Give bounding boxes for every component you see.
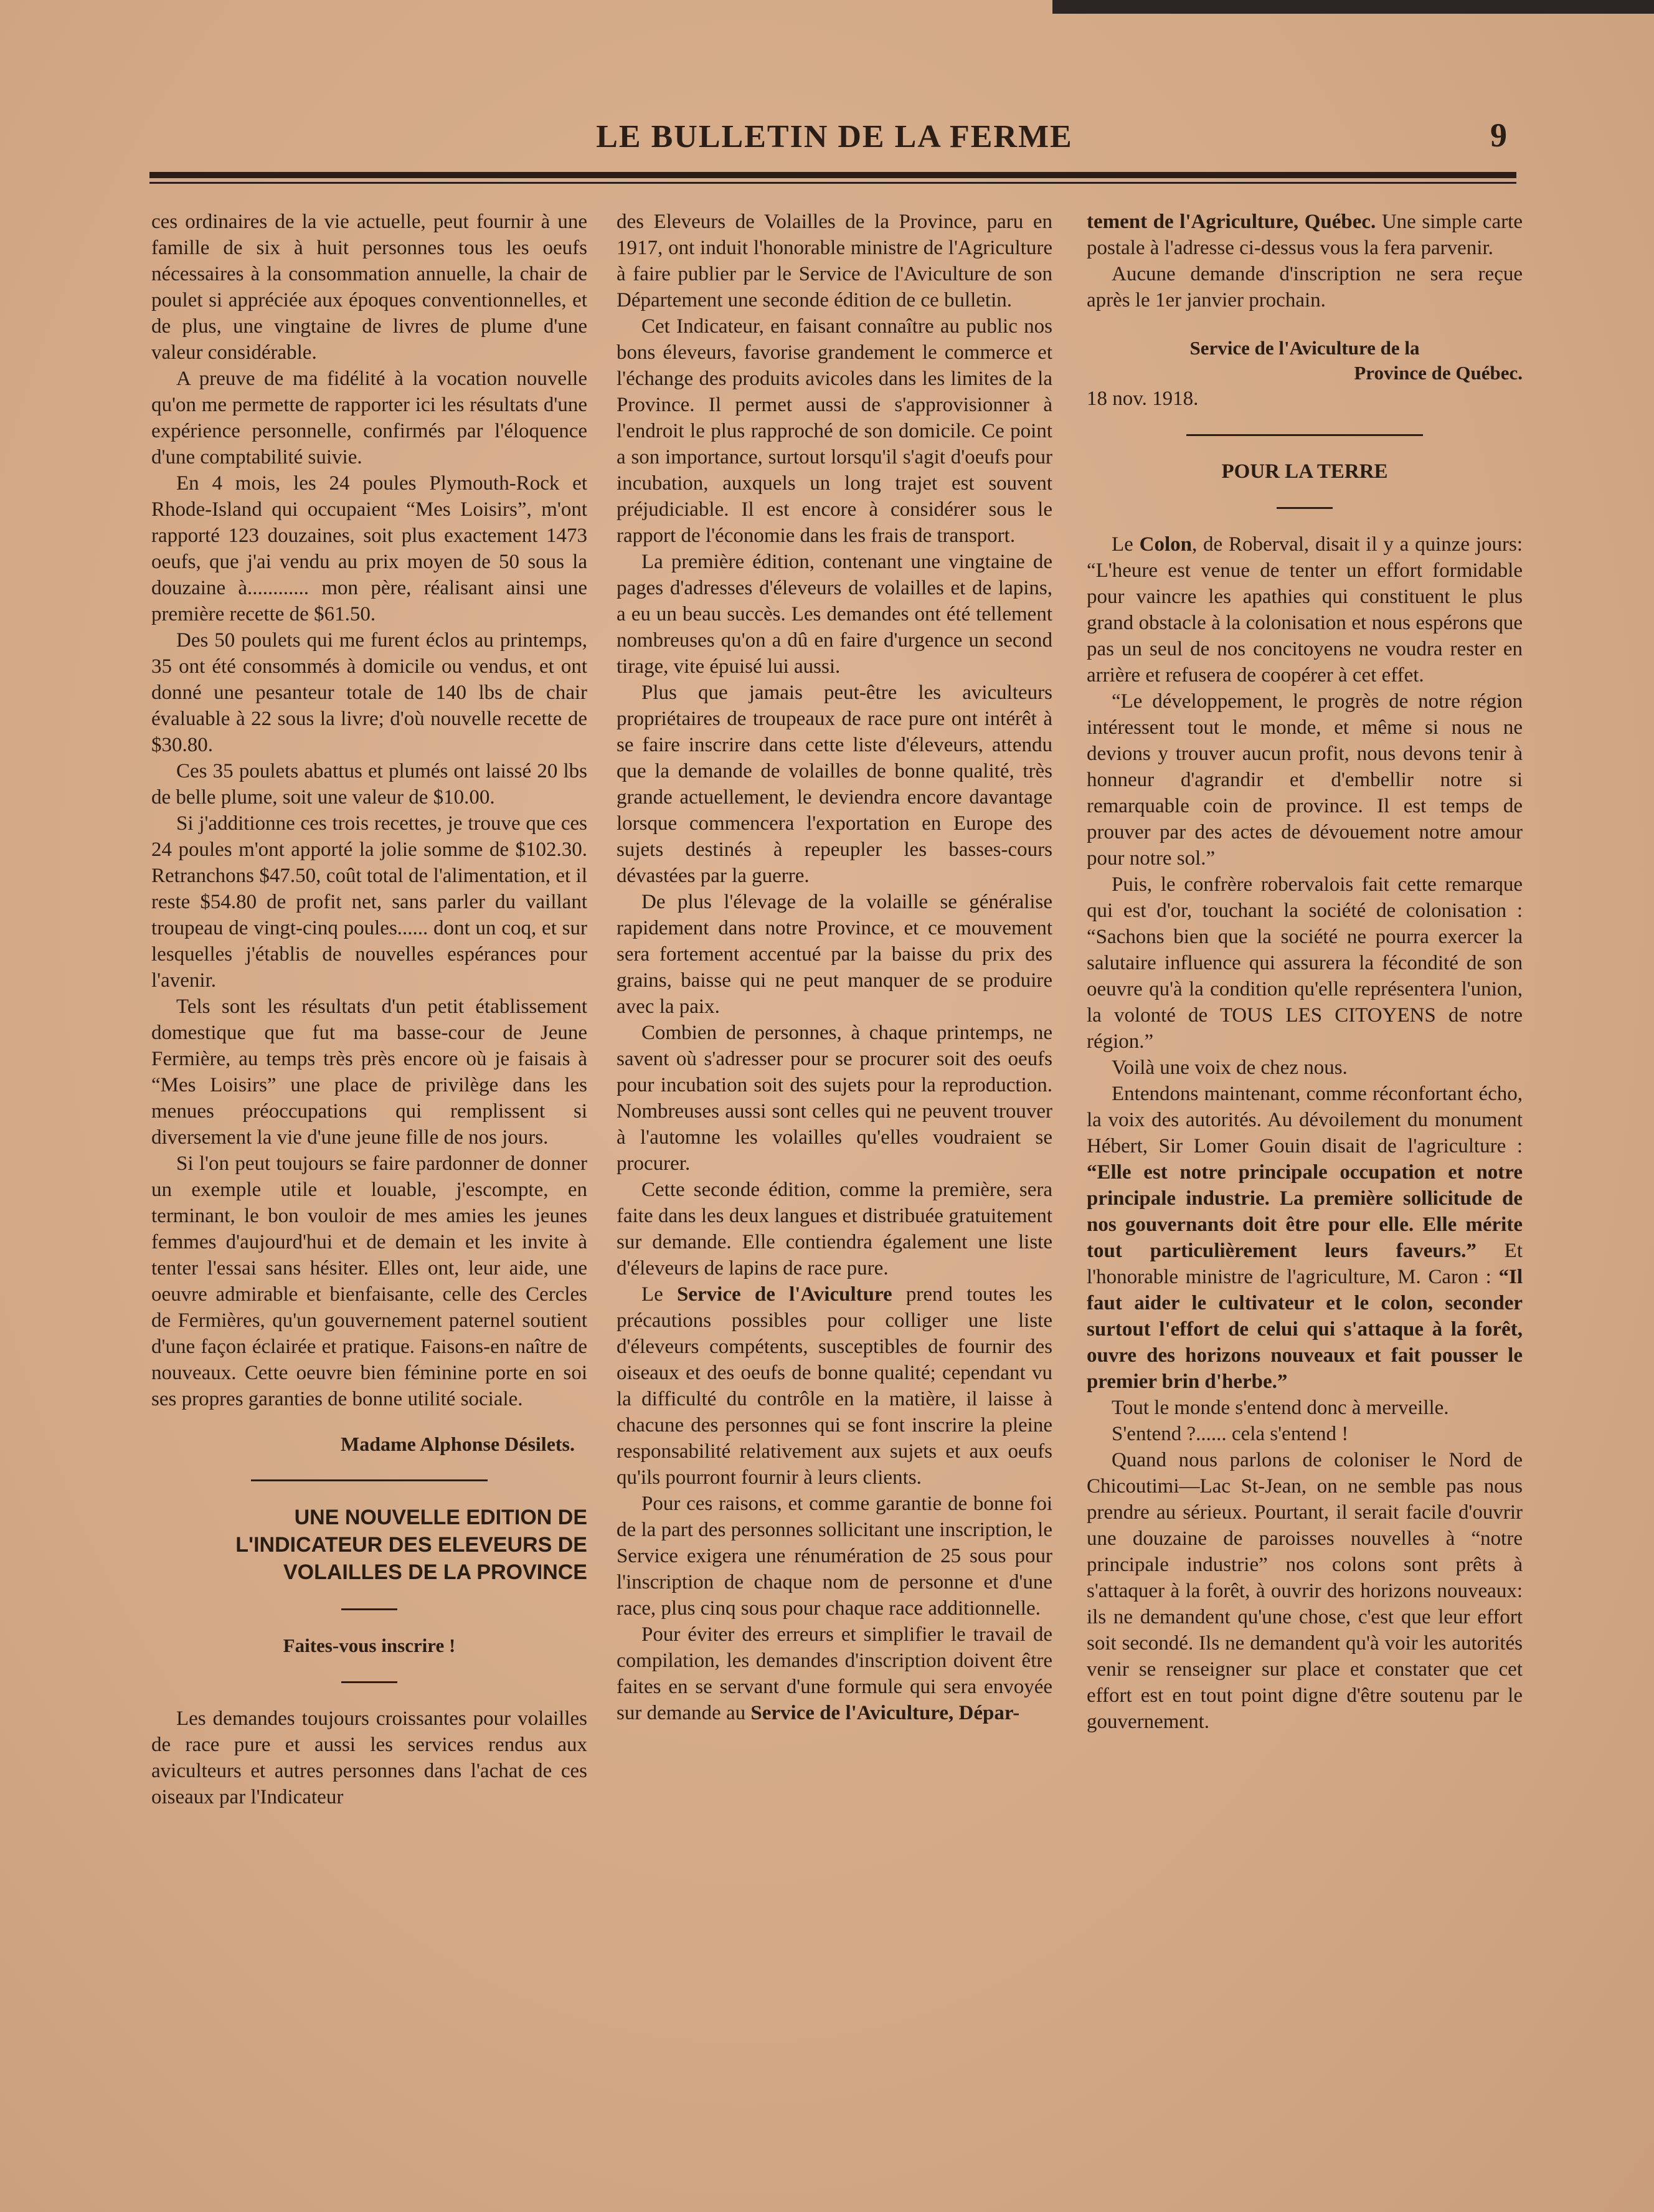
- bold-text: Colon: [1139, 533, 1192, 556]
- signoff-line-2: Province de Québec.: [1354, 362, 1523, 384]
- page-header: [149, 118, 1519, 168]
- paragraph: Des 50 poulets qui me furent éclos au printemps, 35 ont été consommés à domicile ou vendus, et ont donné une pesanteur totale de 140 lbs de chair évaluable à 22 sous la livre; d'où nouvelle recette de $30.80.: [151, 629, 587, 756]
- bold-text: “Il faut aider le cultivateur et le colon, seconder surtout l'effort de celui qui s'attaque à la forêt, ouvre des horizons nouveaux et fait pousser le premier brin d'herbe.”: [1087, 1266, 1523, 1393]
- paragraph: A preuve de ma fidélité à la vocation nouvelle qu'on me permette de rapporter ici les résultats d'une expérience personnelle, confirmés par l'éloquence d'une comptabilité suivie.: [151, 368, 587, 468]
- section-divider: [251, 1479, 488, 1481]
- signoff-line-1: Service de l'Aviculture de la: [1189, 337, 1420, 359]
- paragraph: Tout le monde s'entend donc à merveille.: [1112, 1397, 1449, 1419]
- paragraph: [617, 1281, 1052, 1491]
- scan-edge-bar: [1052, 0, 1654, 14]
- text-run: Le: [1112, 533, 1140, 556]
- paragraph: Cet Indicateur, en faisant connaître au public nos bons éleveurs, favorise grandement le commerce et l'échange des produits avicoles dans les limites de la Province. Il permet aussi de s'approvisionner à l'endroit le plus rapproché de son domicile. Ce point a son importance, surtout lorsqu'il s'agit d'oeufs pour incubation, auxquels un long trajet est souvent préjudiciable. Il est encore à considérer sous le rapport de l'économie dans les frais de transport.: [617, 315, 1052, 547]
- paragraph: [1087, 531, 1523, 688]
- section-divider: [1186, 434, 1423, 436]
- text-run: Une simple carte postale à l'adresse ci-dessus vous la fera parvenir.: [1087, 211, 1523, 259]
- paragraph: S'entend ?...... cela s'entend !: [1112, 1423, 1349, 1445]
- paragraph: Puis, le confrère robervalois fait cette remarque qui est d'or, touchant la société de colonisation : “Sachons bien que la société ne pourra exercer la salutaire influence qui assurera la fécondité de son oeuvre qu'à la condition qu'elle représentera l'union, la volonté de TOUS LES CITOYENS de notre région.”: [1087, 873, 1523, 1053]
- header-rule-thin: [149, 182, 1516, 184]
- masthead: LE BULLETIN DE LA FERME: [596, 119, 1073, 154]
- header-rule-thick: [149, 172, 1516, 178]
- notice-date: 18 nov. 1918.: [1087, 387, 1199, 410]
- page-number: 9: [1490, 116, 1507, 154]
- article-signature: Madame Alphonse Désilets.: [341, 1433, 575, 1455]
- paragraph: “Le développement, le progrès de notre région intéressent tout le monde, et même si nous ne devions y trouver aucun profit, nous devons tenir à honneur d'agrandir et d'embellir notre si remarquable coin de province. Il est temps de prouver par des actes de dévouement notre amour pour notre sol.”: [1087, 690, 1523, 870]
- column-1: [151, 209, 587, 1810]
- bold-text: Service de l'Aviculture: [677, 1283, 892, 1306]
- headline-divider: [1277, 507, 1333, 509]
- paragraph: Pour ces raisons, et comme garantie de bonne foi de la part des personnes sollicitant une inscription, le Service exigera une rénumération de 25 sous pour l'inscription de chaque nom de personne et d'une race, plus cinq sous pour chaque race additionnelle.: [617, 1493, 1052, 1620]
- text-run: Entendons maintenant, comme réconfortant écho, la voix des autorités. Au dévoilement du monument Hébert, Sir Lomer Gouin disait de l'agriculture :: [1087, 1083, 1523, 1157]
- paragraph: En 4 mois, les 24 poules Plymouth-Rock et Rhode-Island qui occupaient “Mes Loisirs”, m'ont rapporté 123 douzaines, soit plus exactement 1473 oeufs, que j'ai vendu au prix moyen de 50 sous la douzaine à............ mon père, réalisant ainsi une première recette de $61.50.: [151, 472, 587, 625]
- paragraph: [1087, 209, 1523, 261]
- paragraph: ces ordinaires de la vie actuelle, peut fournir à une famille de six à huit personnes tous les oeufs nécessaires à la consommation annuelle, la chair de poulet si appréciée aux époques conventionnelles, et de plus, une vingtaine de livres de plume d'une valeur considérable.: [151, 211, 587, 364]
- paragraph: Combien de personnes, à chaque printemps, ne savent où s'adresser pour se procurer soit des oeufs pour incubation soit des sujets pour la reproduction. Nombreuses aussi sont celles qui ne peuvent trouver à l'automne les volailles qu'elles voudraient se procurer.: [617, 1022, 1052, 1175]
- article-headline: POUR LA TERRE: [1221, 460, 1388, 483]
- bold-text: tement de l'Agriculture, Québec.: [1087, 211, 1376, 233]
- paragraph: De plus l'élevage de la volaille se généralise rapidement dans notre Province, et ce mouvement sera fortement accentué par la baisse du prix des grains, baisse qui ne peut manquer de se produire avec la paix.: [617, 891, 1052, 1018]
- paragraph: Ces 35 poulets abattus et plumés ont laissé 20 lbs de belle plume, soit une valeur de $10.00.: [151, 760, 587, 809]
- paragraph: Cette seconde édition, comme la première, sera faite dans les deux langues et distribuée gratuitement sur demande. Elle contiendra également une liste d'éleveurs de lapins de race pure.: [617, 1179, 1052, 1279]
- article-headline: UNE NOUVELLE EDITION DE L'INDICATEUR DES ELEVEURS DE VOLAILLES DE LA PROVINCE: [235, 1506, 587, 1584]
- paragraph: [617, 1621, 1052, 1726]
- paragraph: Si l'on peut toujours se faire pardonner de donner un exemple utile et louable, j'escompte, en terminant, le bon vouloir de mes amies les jeunes femmes d'aujourd'hui et de demain et les invite à tenter l'essai sans hésiter. Elles ont, leur aide, une oeuvre admirable et bienfaisante, celle des Cercles de Fermières, qu'un gouvernement paternel soutient d'une façon éclairée et pratique. Faisons-en naître de nouveaux. Cette oeuvre bien féminine porte en soi ses propres garanties de bonne utilité sociale.: [151, 1152, 587, 1410]
- article-subhead: Faites-vous inscrire !: [283, 1635, 456, 1656]
- headline-divider: [341, 1608, 397, 1610]
- paragraph: Les demandes toujours croissantes pour volailles de race pure et aussi les services rendus aux aviculteurs et autres personnes dans l'achat de ces oiseaux par l'Indicateur: [151, 1707, 587, 1808]
- paragraph: Plus que jamais peut-être les aviculteurs propriétaires de troupeaux de race pure ont intérêt à se faire inscrire dans cette liste d'éleveurs, attendu que la demande de volailles de bonne qualité, très grande actuellement, le deviendra encore davantage lorsque commencera l'exportation en Europe des sujets destinés à repeupler les basses-cours dévastées par la guerre.: [617, 681, 1052, 887]
- text-run: , de Roberval, disait il y a quinze jours: “L'heure est venue de tenter un effort formidable pour vaincre les apathies qui constituent le plus grand obstacle à la colonisation et nous espérons que pas un seul de nos concitoyens ne voudra rester en arrière et refusera de coopérer à cet effet.: [1087, 533, 1523, 686]
- text-run: prend toutes les précautions possibles pour colliger une liste d'éleveurs compétents, susceptibles de fournir des oiseaux et des oeufs de bonne qualité; cependant vu la difficulté du contrôle en la matière, il laisse à chacune des personnes qui se font inscrire la pleine responsabilité relativement aux sujets et aux oeufs qu'ils pourront fournir à leurs clients.: [617, 1283, 1052, 1489]
- paragraph: La première édition, contenant une vingtaine de pages d'adresses d'éleveurs de volailles et de lapins, a eu un beau succès. Les demandes ont été tellement nombreuses qu'on a dû en faire d'urgence un second tirage, vite épuisé lui aussi.: [617, 551, 1052, 678]
- bold-text: Service de l'Aviculture, Dépar-: [750, 1702, 1020, 1724]
- paragraph: Aucune demande d'inscription ne sera reçue après le 1er janvier prochain.: [1087, 263, 1523, 311]
- paragraph: Tels sont les résultats d'un petit établissement domestique que fut ma basse-cour de Jeune Fermière, au temps très près encore où je faisais à “Mes Loisirs” une place de privilège dans les menues préoccupations qui remplissent si diversement la vie d'une jeune fille de nos jours.: [151, 995, 587, 1149]
- paragraph: Si j'additionne ces trois recettes, je trouve que ces 24 poules m'ont apporté la jolie somme de $102.30. Retranchons $47.50, coût total de l'alimentation, et il reste $54.80 de profit net, sans parler du vaillant troupeau de vingt-cinq poules...... dont un coq, et sur lesquelles j'établis de nouvelles espérances pour l'avenir.: [151, 812, 587, 992]
- subhead-divider: [341, 1681, 397, 1683]
- bold-text: “Elle est notre principale occupation et notre principale industrie. La première sollicitude de nos gouvernants doit être pour elle. Elle mérite tout particulièrement leurs faveurs.”: [1087, 1161, 1523, 1262]
- text-run: Pour éviter des erreurs et simplifier le travail de compilation, les demandes d'inscription doivent être faites en se servant d'une formule qui sera envoyée sur demande au: [617, 1623, 1052, 1724]
- paragraph: Voilà une voix de chez nous.: [1112, 1056, 1348, 1079]
- text-run: Et l'honorable ministre de l'agriculture, M. Caron :: [1087, 1240, 1523, 1288]
- paragraph: Quand nous parlons de coloniser le Nord de Chicoutimi—Lac St-Jean, on ne semble pas nous prendre au sérieux. Pourtant, il serait facile d'ouvrir une douzaine de paroisses nouvelles à “notre principale industrie” nos colons sont prêts à s'attaquer à la forêt, à ouvrir des horizons nouveaux: ils ne demandent qu'une chose, c'est que leur effort soit secondé. Ils ne demandent qu'à voir les autorités venir se renseigner sur place et constater que cet effort est en tout point digne d'être soutenu par le gouvernement.: [1087, 1449, 1523, 1733]
- paragraph: [1087, 1081, 1523, 1395]
- notice-signoff: [1087, 336, 1523, 386]
- text-run: Le: [641, 1283, 678, 1306]
- paragraph: des Eleveurs de Volailles de la Province, paru en 1917, ont induit l'honorable ministre de l'Agriculture à faire publier par le Service de l'Aviculture de son Département une seconde édition de ce bulletin.: [617, 211, 1052, 311]
- column-2: [617, 209, 1052, 1726]
- column-3: [1087, 209, 1523, 1735]
